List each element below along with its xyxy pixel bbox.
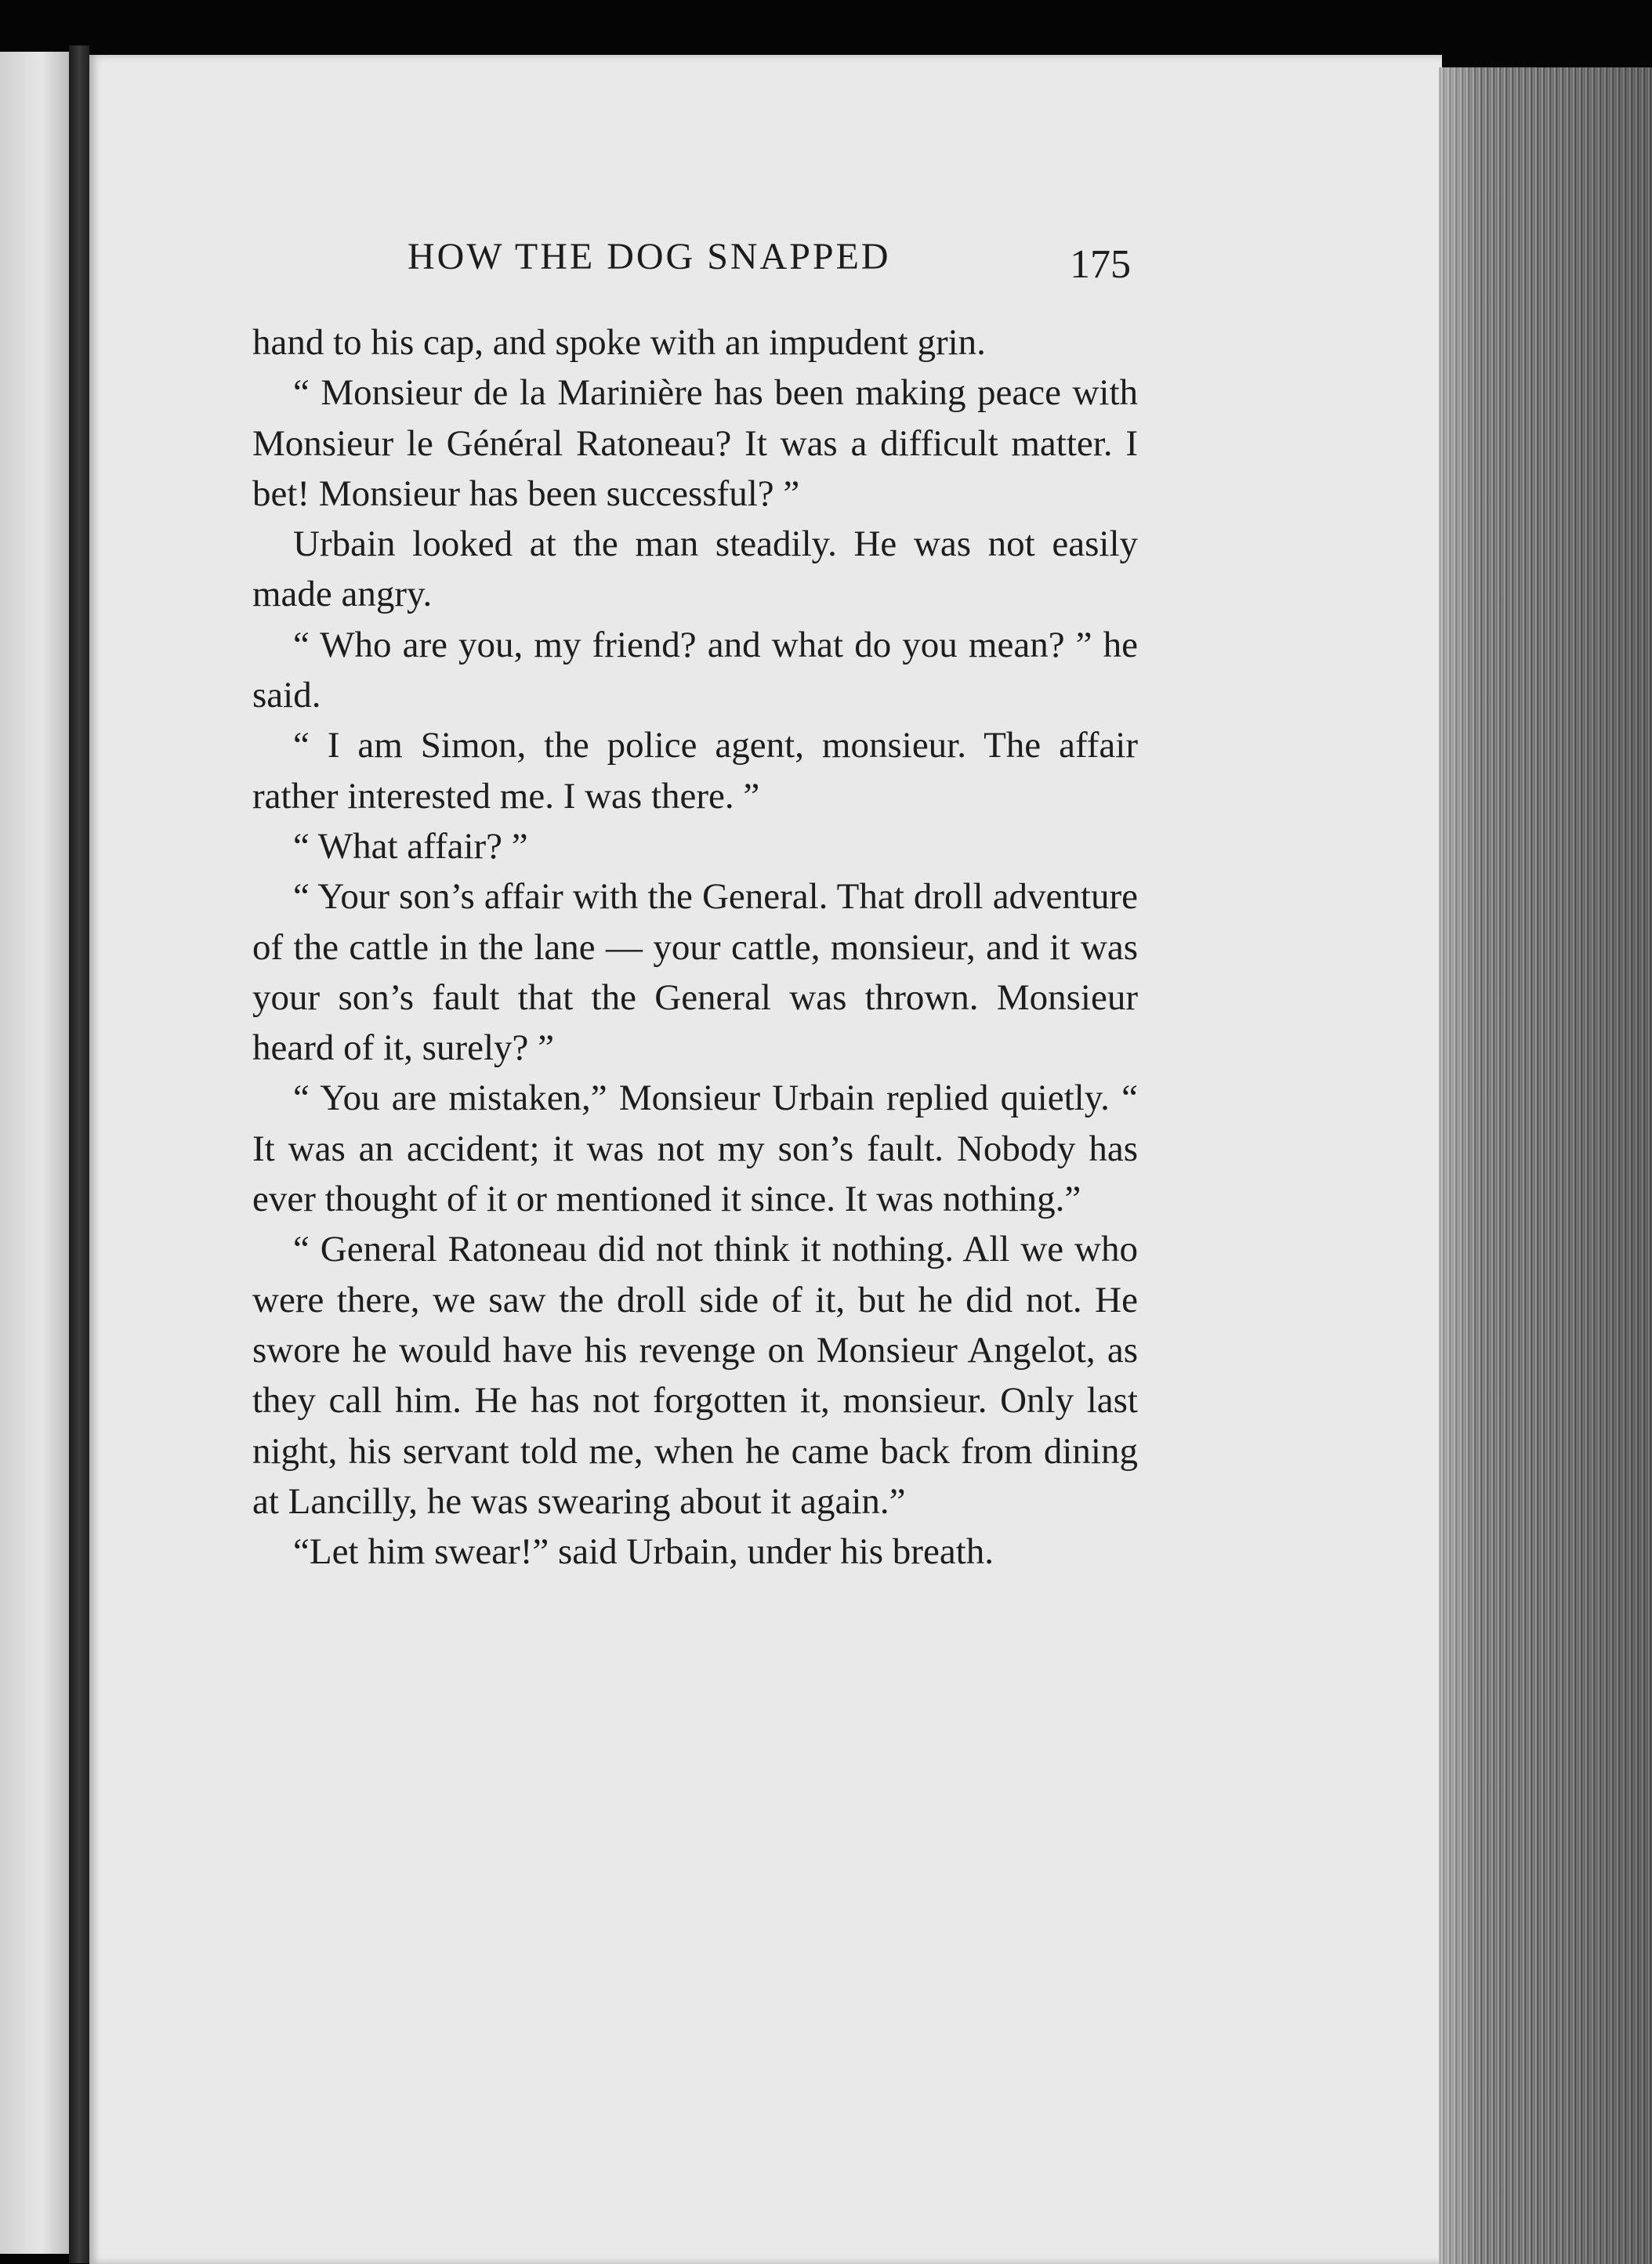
page-number: 175 [1070, 242, 1131, 287]
paragraph: “ Your son’s affair with the General. That droll adventure of the cattle in the lane — your cattle, monsieur, and it was your son’s fault that the General was thrown. Monsieur heard of it, surely? ” [252, 876, 1138, 1069]
facing-page-edge [0, 52, 69, 2254]
page-block-shading [1439, 67, 1652, 2264]
paragraph: “ I am Simon, the police agent, monsieur. The affair rather interested me. I was there. ” [252, 725, 1138, 817]
paragraph: “ Who are you, my friend? and what do you mean? ” he said. [252, 624, 1138, 716]
paragraph: “Let him swear!” said Urbain, under his breath. [293, 1531, 994, 1573]
paragraph: hand to his cap, and spoke with an impudent grin. [252, 322, 986, 363]
paragraph: Urbain looked at the man steadily. He was not easily made angry. [252, 523, 1138, 615]
running-head: HOW THE DOG SNAPPED [408, 236, 891, 277]
paragraph: “ Monsieur de la Marinière has been making peace with Monsieur le Général Ratoneau? It was a difficult matter. I bet! Monsieur has been successful? ” [252, 372, 1138, 514]
paragraph: “ What affair? ” [293, 825, 528, 867]
paragraph: “ General Ratoneau did not think it nothing. All we who were there, we saw the droll side of it, but he did not. He swore he would have his revenge on Monsieur Angelot, as they call him. He has not forgotten it, monsieur. Only last night, his servant told me, when he came back from dining at Lancilly, he was swearing about it again.” [252, 1229, 1138, 1522]
book-gutter [69, 45, 89, 2263]
paragraph: “ You are mistaken,” Monsieur Urbain replied quietly. “ It was an accident; it was not my son’s fault. Nobody has ever thought of it or mentioned it since. It was nothing.” [252, 1078, 1138, 1220]
body-text [252, 317, 1138, 1577]
